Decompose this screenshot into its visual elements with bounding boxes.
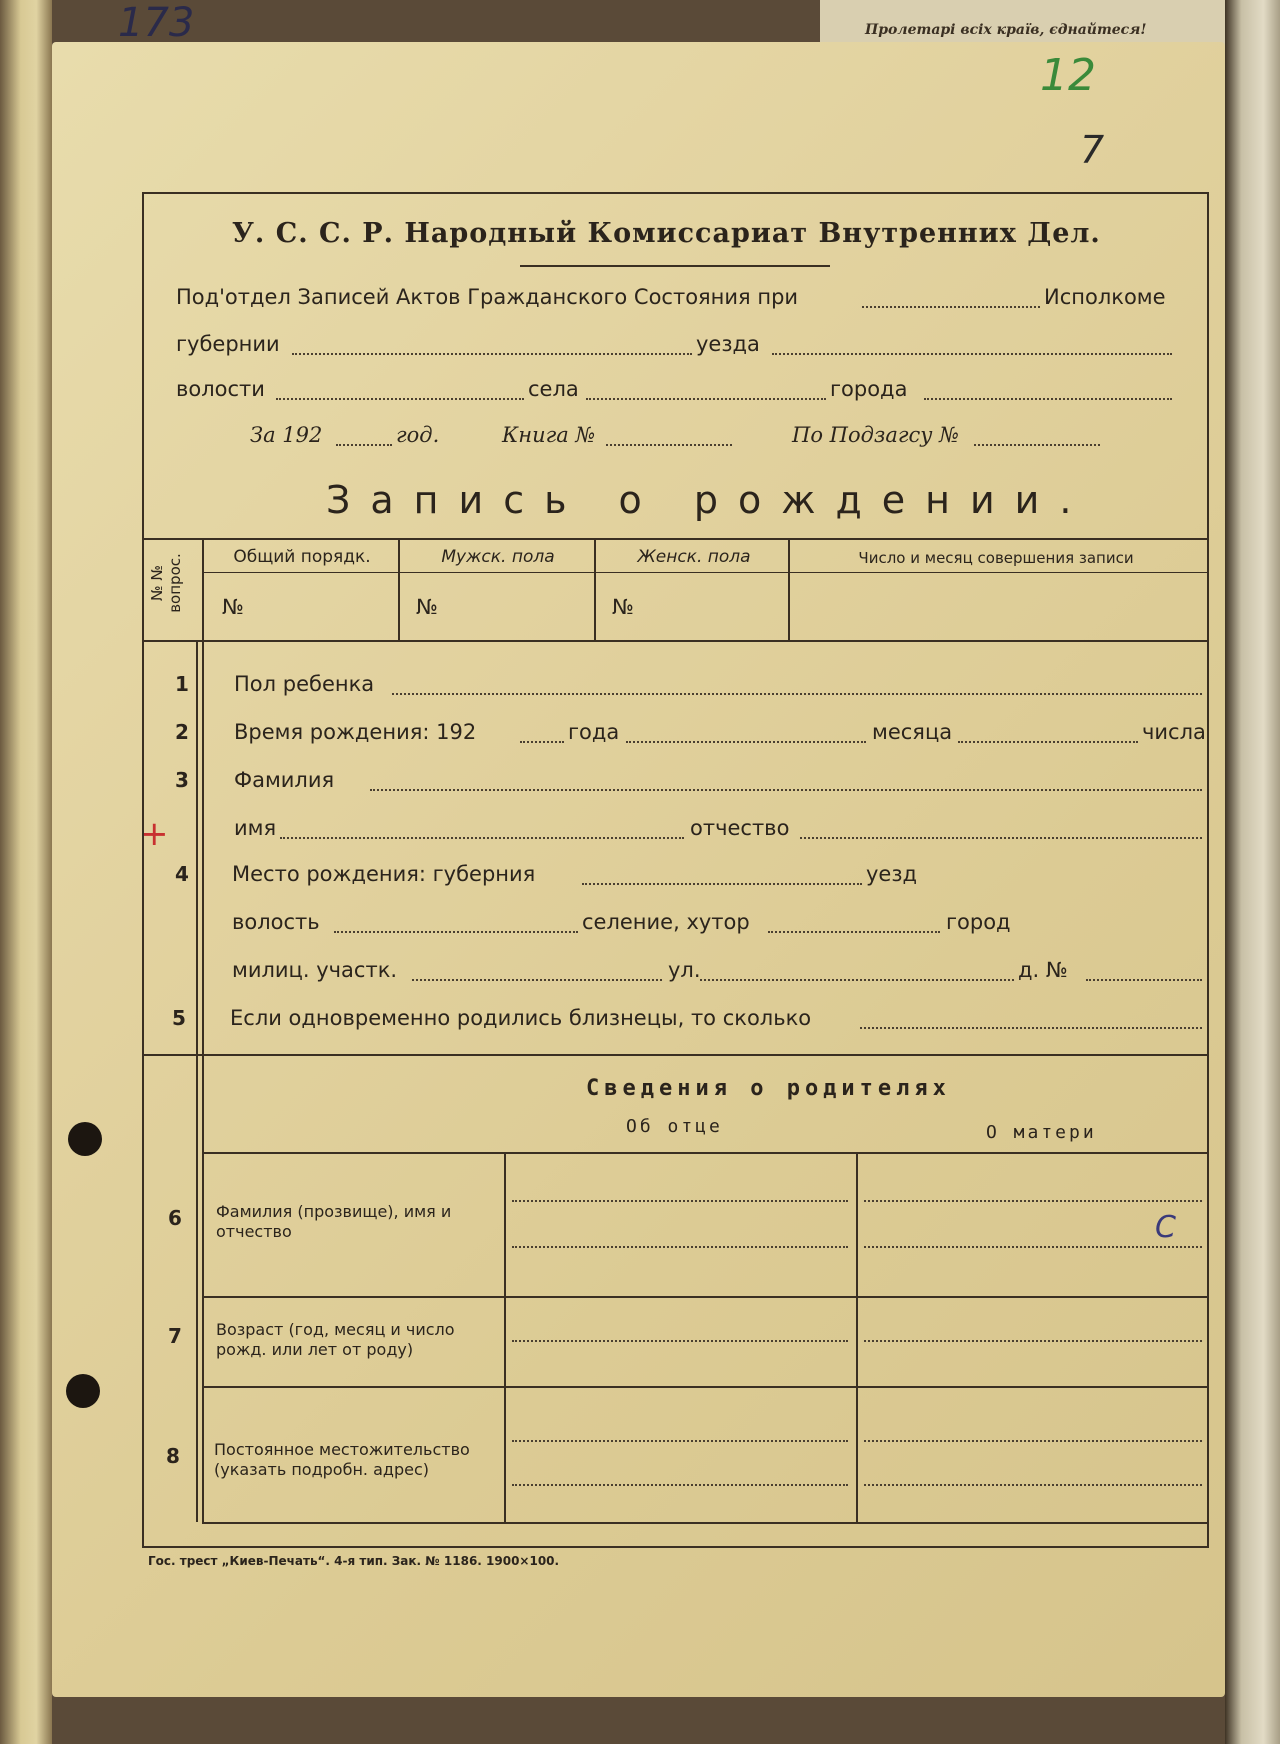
question-number: 4 — [175, 862, 189, 886]
form-header-title: У. С. С. Р. Народный Комиссариат Внутренних Дел. — [232, 218, 1101, 249]
table-rule — [504, 1152, 506, 1522]
column-header: Женск. пола — [637, 547, 751, 567]
question-label: ул. — [668, 958, 701, 982]
question-number-header: № № вопрос. — [148, 553, 184, 613]
fill-line — [336, 444, 392, 446]
adjacent-sheets — [1225, 0, 1280, 1744]
god-label: год. — [396, 423, 440, 447]
fill-line — [626, 741, 866, 743]
parents-title: Сведения о родителях — [586, 1076, 951, 1101]
fill-line — [292, 353, 692, 355]
podzagsu-label: По Подзагсу № — [792, 423, 959, 447]
fill-line — [392, 693, 1202, 695]
fill-line — [924, 398, 1172, 400]
question-label: Если одновременно родились близнецы, то сколько — [230, 1006, 812, 1030]
question-number: 5 — [172, 1006, 186, 1030]
question-label: селение, хутор — [582, 910, 750, 934]
question-label: имя — [234, 816, 277, 840]
table-rule — [202, 572, 1207, 573]
question-label: числа — [1142, 720, 1206, 744]
table-rule — [202, 1522, 1207, 1524]
red-mark: + — [140, 814, 169, 854]
table-rule — [202, 642, 204, 1522]
adjacent-page-edge — [0, 0, 52, 1744]
fill-line — [512, 1484, 848, 1486]
parent-row-label: Фамилия (прозвище), имя и отчество — [216, 1202, 452, 1241]
question-label: Время рождения: 192 — [234, 720, 477, 744]
table-rule — [196, 642, 198, 1522]
fill-line — [772, 353, 1172, 355]
table-rule — [142, 1054, 1207, 1056]
table-rule — [856, 1152, 858, 1522]
volosti-label: волости — [176, 377, 265, 401]
slogan: Пролетарі всіх країв, єднайтеся! — [865, 22, 1147, 38]
question-label: отчество — [690, 816, 790, 840]
fill-line — [864, 1484, 1202, 1486]
fill-line — [582, 883, 862, 885]
fill-line — [512, 1340, 848, 1342]
fill-line — [864, 1440, 1202, 1442]
column-header: Число и месяц совершения записи — [858, 549, 1134, 567]
number-sign: № — [222, 595, 244, 619]
table-rule — [202, 1152, 1207, 1154]
fill-line — [864, 1340, 1202, 1342]
fill-line — [512, 1246, 848, 1248]
fill-line — [276, 398, 524, 400]
question-label: город — [946, 910, 1011, 934]
fill-line — [864, 1246, 1202, 1248]
gubernii-label: губернии — [176, 332, 280, 356]
handwritten-mark: C — [1155, 1210, 1176, 1245]
handwritten-number: 12 — [1040, 50, 1096, 101]
question-label: милиц. участк. — [232, 958, 398, 982]
question-number: 8 — [166, 1444, 180, 1468]
binding-hole — [68, 1122, 102, 1156]
fill-line — [768, 931, 940, 933]
fill-line — [862, 306, 1040, 308]
fill-line — [412, 979, 662, 981]
fill-line — [958, 741, 1138, 743]
table-rule — [202, 1296, 1207, 1298]
printer-imprint: Гос. трест „Киев-Печать“. 4-я тип. Зак. № 1186. 1900×100. — [148, 1554, 560, 1568]
fill-line — [334, 931, 578, 933]
question-number: 3 — [175, 768, 189, 792]
column-header: Общий порядк. — [233, 547, 371, 567]
fill-line — [860, 1027, 1202, 1029]
question-number: 6 — [168, 1206, 182, 1230]
subdept-label: Под'отдел Записей Актов Гражданского Состояния при — [176, 285, 799, 309]
question-label: года — [568, 720, 620, 744]
number-sign: № — [612, 595, 634, 619]
question-number: 1 — [175, 672, 189, 696]
binding-hole — [66, 1374, 100, 1408]
year-label: За 192 — [250, 423, 323, 447]
fill-line — [606, 444, 732, 446]
table-rule — [142, 538, 1207, 540]
question-number: 7 — [168, 1324, 182, 1348]
table-rule — [202, 1386, 1207, 1388]
mother-header: О матери — [986, 1122, 1097, 1143]
question-label: волость — [232, 910, 320, 934]
record-title: Запись о рождении. — [326, 478, 1092, 522]
fill-line — [1086, 979, 1202, 981]
fill-line — [512, 1440, 848, 1442]
fill-line — [586, 398, 826, 400]
goroda-label: города — [830, 377, 908, 401]
table-rule — [142, 640, 1207, 642]
kniga-label: Книга № — [502, 423, 596, 447]
question-label: Пол ребенка — [234, 672, 375, 696]
fill-line — [864, 1200, 1202, 1202]
uezda-label: уезда — [696, 332, 760, 356]
table-rule — [788, 538, 790, 642]
parent-row-label: Постоянное местожительство (указать подробн. адрес) — [214, 1440, 470, 1479]
number-sign: № — [416, 595, 438, 619]
table-rule — [398, 538, 400, 642]
question-label: уезд — [866, 862, 918, 886]
header-rule — [520, 265, 830, 267]
fill-line — [800, 837, 1202, 839]
question-label: Место рождения: губерния — [232, 862, 536, 886]
fill-line — [974, 444, 1100, 446]
question-label: месяца — [872, 720, 953, 744]
ispolkom-label: Исполкоме — [1044, 285, 1166, 309]
parent-row-label: Возраст (год, месяц и число рожд. или лет от роду) — [216, 1320, 455, 1359]
fill-line — [512, 1200, 848, 1202]
father-header: Об отце — [626, 1116, 723, 1137]
fill-line — [700, 979, 1014, 981]
handwritten-number: 173 — [118, 0, 195, 46]
column-header: Мужск. пола — [441, 547, 555, 567]
fill-line — [520, 741, 564, 743]
fill-line — [280, 837, 684, 839]
table-rule — [594, 538, 596, 642]
handwritten-number: 7 — [1080, 128, 1105, 172]
question-label: д. № — [1018, 958, 1068, 982]
question-label: Фамилия — [234, 768, 335, 792]
fill-line — [370, 789, 1202, 791]
table-rule — [202, 538, 204, 642]
sela-label: села — [528, 377, 579, 401]
question-number: 2 — [175, 720, 189, 744]
